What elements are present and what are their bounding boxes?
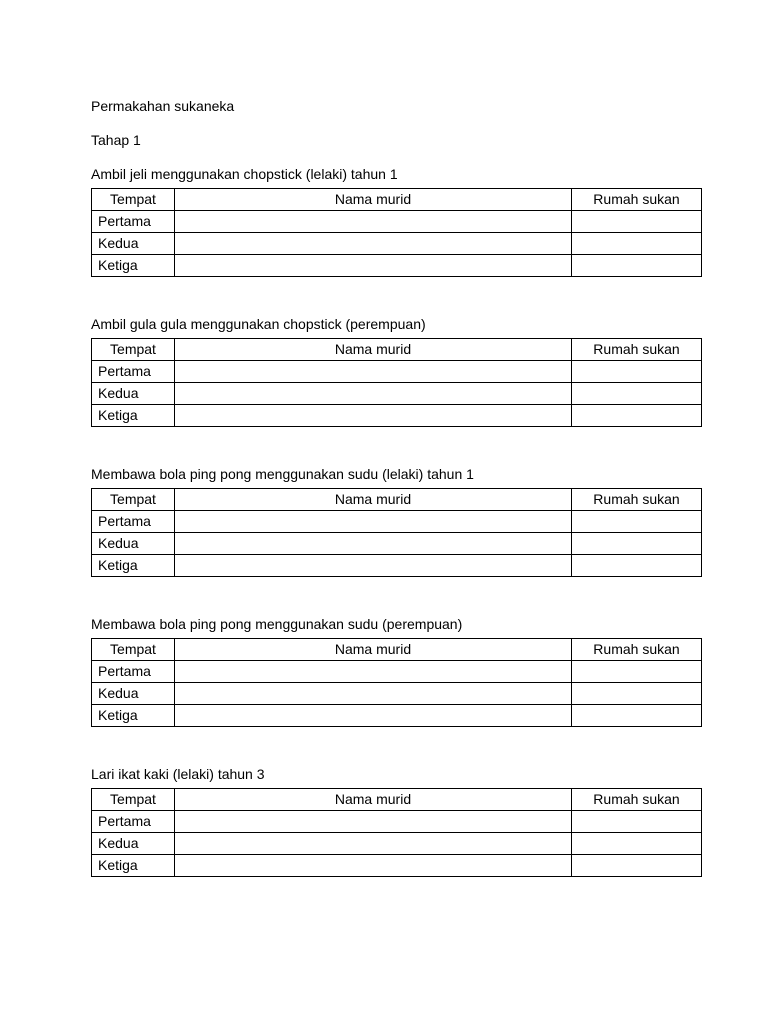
document-title: Permakahan sukaneka <box>91 98 235 114</box>
place-cell: Kedua <box>92 833 175 855</box>
event-title: Membawa bola ping pong menggunakan sudu (lelaki) tahun 1 <box>91 466 474 482</box>
house-cell[interactable] <box>572 361 702 383</box>
table-row <box>92 383 702 405</box>
header-student: Nama murid <box>175 489 572 511</box>
header-place: Tempat <box>92 789 175 811</box>
house-cell[interactable] <box>572 405 702 427</box>
table-row <box>92 211 702 233</box>
student-name-cell[interactable] <box>175 833 572 855</box>
stage-label: Tahap 1 <box>91 132 141 148</box>
table-row <box>92 705 702 727</box>
results-table <box>91 338 702 427</box>
house-cell[interactable] <box>572 533 702 555</box>
place-cell: Pertama <box>92 211 175 233</box>
table-row <box>92 361 702 383</box>
house-cell[interactable] <box>572 811 702 833</box>
place-cell: Ketiga <box>92 255 175 277</box>
house-cell[interactable] <box>572 833 702 855</box>
table-row <box>92 811 702 833</box>
table-row <box>92 555 702 577</box>
header-place: Tempat <box>92 189 175 211</box>
event-section <box>91 164 701 277</box>
house-cell[interactable] <box>572 683 702 705</box>
event-section <box>91 764 701 877</box>
place-cell: Pertama <box>92 811 175 833</box>
house-cell[interactable] <box>572 255 702 277</box>
place-cell: Ketiga <box>92 705 175 727</box>
header-house: Rumah sukan <box>572 489 702 511</box>
student-name-cell[interactable] <box>175 555 572 577</box>
house-cell[interactable] <box>572 555 702 577</box>
document-page <box>91 96 701 914</box>
place-cell: Ketiga <box>92 855 175 877</box>
student-name-cell[interactable] <box>175 661 572 683</box>
header-place: Tempat <box>92 339 175 361</box>
table-header-row <box>92 639 702 661</box>
student-name-cell[interactable] <box>175 383 572 405</box>
student-name-cell[interactable] <box>175 233 572 255</box>
student-name-cell[interactable] <box>175 511 572 533</box>
place-cell: Kedua <box>92 233 175 255</box>
student-name-cell[interactable] <box>175 855 572 877</box>
place-cell: Kedua <box>92 533 175 555</box>
house-cell[interactable] <box>572 383 702 405</box>
event-title: Ambil jeli menggunakan chopstick (lelaki) tahun 1 <box>91 166 398 182</box>
place-cell: Ketiga <box>92 405 175 427</box>
event-section <box>91 614 701 727</box>
table-row <box>92 233 702 255</box>
header-student: Nama murid <box>175 639 572 661</box>
student-name-cell[interactable] <box>175 811 572 833</box>
event-title: Ambil gula gula menggunakan chopstick (perempuan) <box>91 316 426 332</box>
table-row <box>92 833 702 855</box>
event-section <box>91 314 701 427</box>
header-student: Nama murid <box>175 189 572 211</box>
results-table <box>91 788 702 877</box>
event-title: Lari ikat kaki (lelaki) tahun 3 <box>91 766 265 782</box>
house-cell[interactable] <box>572 211 702 233</box>
table-row <box>92 533 702 555</box>
table-header-row <box>92 789 702 811</box>
student-name-cell[interactable] <box>175 683 572 705</box>
house-cell[interactable] <box>572 705 702 727</box>
house-cell[interactable] <box>572 233 702 255</box>
header-house: Rumah sukan <box>572 339 702 361</box>
student-name-cell[interactable] <box>175 361 572 383</box>
place-cell: Pertama <box>92 661 175 683</box>
place-cell: Pertama <box>92 361 175 383</box>
header-place: Tempat <box>92 639 175 661</box>
place-cell: Pertama <box>92 511 175 533</box>
table-header-row <box>92 489 702 511</box>
table-header-row <box>92 189 702 211</box>
header-house: Rumah sukan <box>572 189 702 211</box>
results-table <box>91 638 702 727</box>
house-cell[interactable] <box>572 511 702 533</box>
place-cell: Ketiga <box>92 555 175 577</box>
student-name-cell[interactable] <box>175 211 572 233</box>
table-row <box>92 255 702 277</box>
table-row <box>92 683 702 705</box>
place-cell: Kedua <box>92 683 175 705</box>
table-row <box>92 855 702 877</box>
header-house: Rumah sukan <box>572 789 702 811</box>
header-student: Nama murid <box>175 789 572 811</box>
student-name-cell[interactable] <box>175 255 572 277</box>
student-name-cell[interactable] <box>175 405 572 427</box>
event-title: Membawa bola ping pong menggunakan sudu (perempuan) <box>91 616 463 632</box>
header-house: Rumah sukan <box>572 639 702 661</box>
header-place: Tempat <box>92 489 175 511</box>
student-name-cell[interactable] <box>175 705 572 727</box>
table-header-row <box>92 339 702 361</box>
results-table <box>91 188 702 277</box>
table-row <box>92 511 702 533</box>
place-cell: Kedua <box>92 383 175 405</box>
house-cell[interactable] <box>572 661 702 683</box>
event-section <box>91 464 701 577</box>
table-row <box>92 405 702 427</box>
student-name-cell[interactable] <box>175 533 572 555</box>
results-table <box>91 488 702 577</box>
table-row <box>92 661 702 683</box>
house-cell[interactable] <box>572 855 702 877</box>
header-student: Nama murid <box>175 339 572 361</box>
